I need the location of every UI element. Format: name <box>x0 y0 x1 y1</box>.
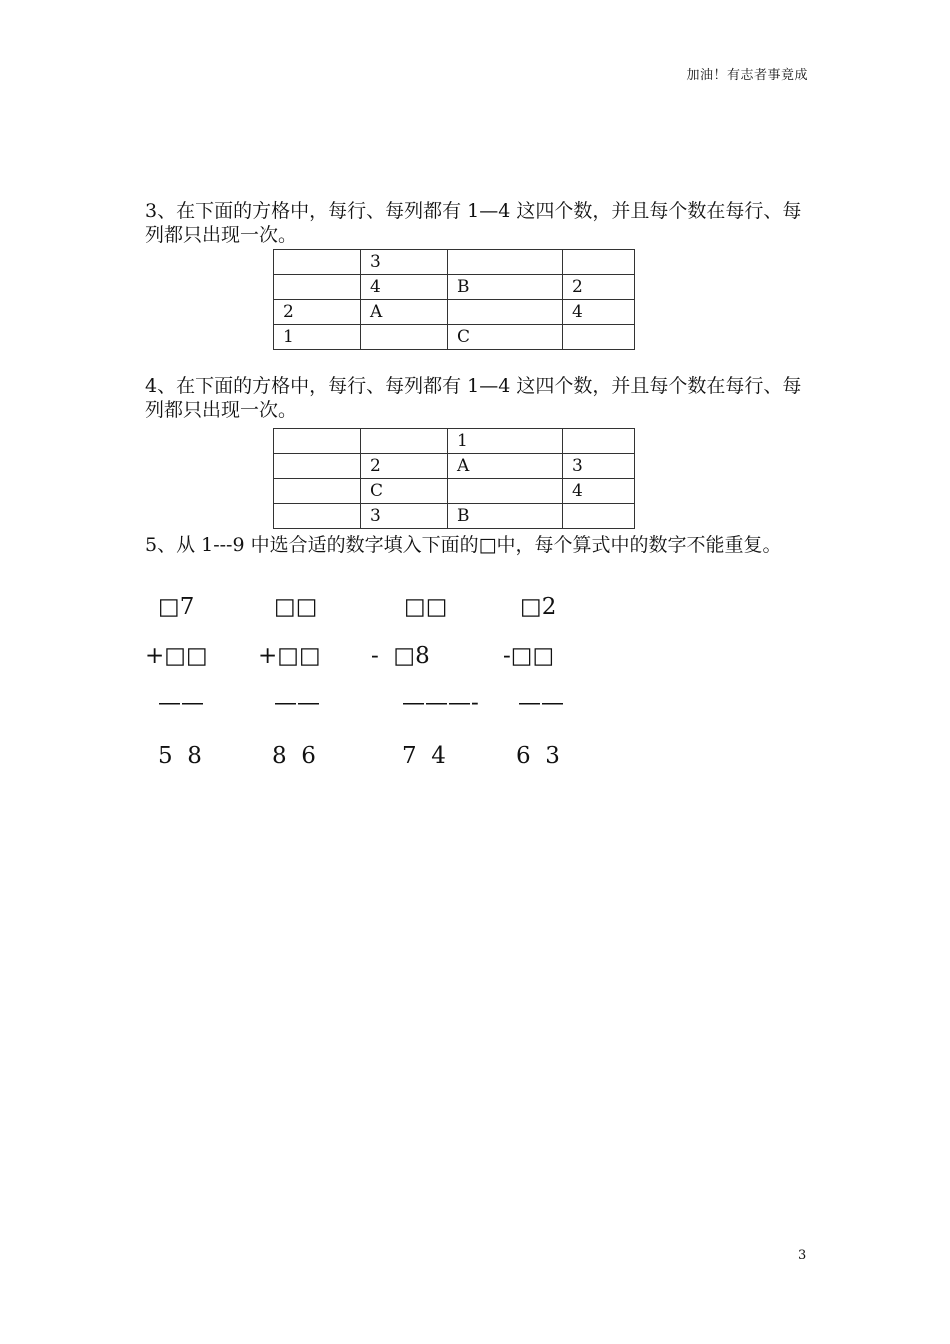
question-3-text: 3、在下面的方格中，每行、每列都有 1—4 这四个数，并且每个数在每行、每列都只出现一次。 <box>145 200 802 246</box>
puzzle-1-top: □7 <box>158 594 195 620</box>
grid-cell <box>274 429 361 454</box>
grid-cell <box>274 454 361 479</box>
grid-cell <box>274 479 361 504</box>
table-row <box>274 250 635 275</box>
grid-cell <box>274 250 361 275</box>
puzzle-4-top: □2 <box>520 594 557 620</box>
table-row <box>274 325 635 350</box>
grid-cell <box>448 250 563 275</box>
grid-cell <box>448 300 563 325</box>
puzzle-1-op: +□□ <box>145 643 208 669</box>
grid-cell: B <box>448 504 563 529</box>
table-row <box>274 300 635 325</box>
puzzle-4-op: -□□ <box>503 643 555 669</box>
grid-cell: 3 <box>563 454 635 479</box>
grid-cell <box>361 325 448 350</box>
grid-cell: B <box>448 275 563 300</box>
puzzle-1-result: 5 8 <box>158 743 202 769</box>
grid-cell: C <box>361 479 448 504</box>
table-row <box>274 479 635 504</box>
puzzle-3-op: - □8 <box>371 643 430 669</box>
puzzle-2-line: —— <box>274 690 320 716</box>
grid-cell: A <box>448 454 563 479</box>
puzzle-3-top: □□ <box>404 594 448 620</box>
table-row <box>274 454 635 479</box>
puzzle-4-line: —— <box>518 690 564 716</box>
grid-cell <box>563 325 635 350</box>
grid-cell: 3 <box>361 504 448 529</box>
grid-cell: 3 <box>361 250 448 275</box>
grid-cell: C <box>448 325 563 350</box>
puzzle-2-result: 8 6 <box>272 743 316 769</box>
question-4-text: 4、在下面的方格中，每行、每列都有 1—4 这四个数，并且每个数在每行、每列都只出现一次。 <box>145 375 802 421</box>
puzzle-2-top: □□ <box>274 594 318 620</box>
grid-cell <box>274 504 361 529</box>
grid-cell <box>274 275 361 300</box>
grid-cell: 4 <box>361 275 448 300</box>
puzzle-3-line: ———- <box>402 690 479 716</box>
table-row <box>274 504 635 529</box>
grid-cell: 1 <box>448 429 563 454</box>
puzzle-3-result: 7 4 <box>402 743 446 769</box>
grid-cell <box>563 504 635 529</box>
question-3-grid <box>273 249 635 350</box>
question-5-text: 5、从 1---9 中选合适的数字填入下面的□中，每个算式中的数字不能重复。 <box>145 534 782 556</box>
page-number: 3 <box>798 1248 807 1263</box>
grid-cell: 2 <box>361 454 448 479</box>
table-row <box>274 275 635 300</box>
puzzle-1-line: —— <box>158 690 204 716</box>
question-4-grid <box>273 428 635 529</box>
header-motto: 加油！有志者事竟成 <box>686 68 808 83</box>
grid-cell: A <box>361 300 448 325</box>
grid-cell <box>563 250 635 275</box>
table-row <box>274 429 635 454</box>
grid-cell: 2 <box>274 300 361 325</box>
puzzle-2-op: +□□ <box>258 643 321 669</box>
grid-cell <box>448 479 563 504</box>
grid-cell: 1 <box>274 325 361 350</box>
grid-cell <box>361 429 448 454</box>
puzzle-4-result: 6 3 <box>516 743 560 769</box>
grid-cell: 4 <box>563 479 635 504</box>
grid-cell: 2 <box>563 275 635 300</box>
grid-cell: 4 <box>563 300 635 325</box>
grid-cell <box>563 429 635 454</box>
